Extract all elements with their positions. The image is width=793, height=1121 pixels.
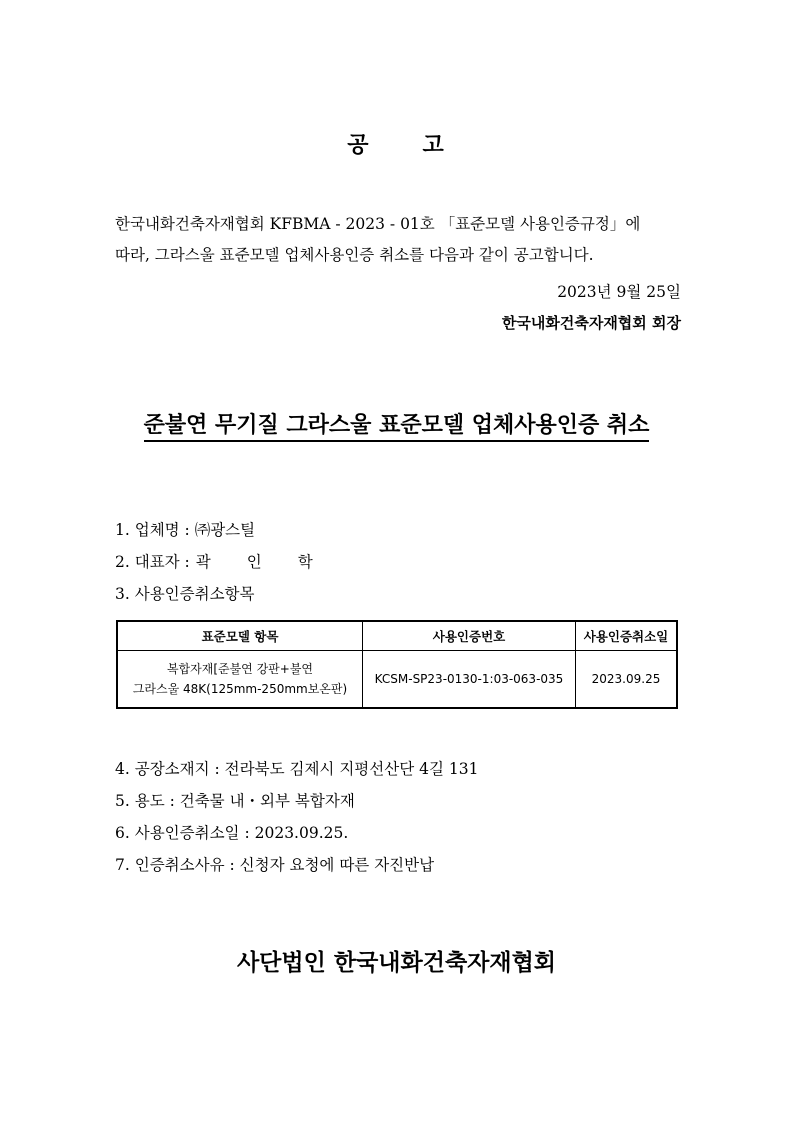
representative-name-char-1: 곽	[195, 553, 211, 571]
notice-subtitle	[0, 408, 793, 439]
item-factory-address: 4. 공장소재지 : 전라북도 김제시 지평선산단 4길 131	[115, 760, 479, 778]
table-cell-cert-no: KCSM-SP23-0130-1:03-063-035	[363, 651, 576, 709]
item-company-name: 1. 업체명 : ㈜광스틸	[115, 521, 256, 539]
table-header-cert-no: 사용인증번호	[363, 621, 576, 651]
notice-heading-char-1: 공	[347, 132, 371, 158]
item-representative-prefix: 2. 대표자 :	[115, 553, 190, 571]
table-cell-model	[117, 651, 363, 709]
representative-name-char-2: 인	[246, 553, 262, 571]
table-row	[117, 651, 677, 709]
model-line-1: 복합자재[준불연 강판+불연	[166, 662, 314, 676]
notice-signer: 한국내화건축자재협회 회장	[501, 314, 681, 332]
table-header-cancel-date: 사용인증취소일	[576, 621, 678, 651]
certification-table	[116, 620, 678, 709]
item-cancel-reason: 7. 인증취소사유 : 신청자 요청에 따른 자진반납	[115, 856, 435, 874]
item-usage: 5. 용도 : 건축물 내・외부 복합자재	[115, 792, 355, 810]
notice-heading-char-2: 고	[422, 132, 446, 158]
model-line-2: 그라스울 48K(125mm-250mm보온판)	[132, 682, 348, 696]
notice-date: 2023년 9월 25일	[557, 283, 681, 301]
item-cancel-target: 3. 사용인증취소항목	[115, 585, 255, 603]
issuer-name: 사단법인 한국내화건축자재협회	[236, 950, 557, 976]
representative-name-char-3: 학	[297, 553, 313, 571]
intro-line-2: 따라, 그라스울 표준모델 업체사용인증 취소를 다음과 같이 공고합니다.	[115, 246, 594, 264]
notice-heading	[0, 128, 793, 159]
table-header-model: 표준모델 항목	[117, 621, 363, 651]
item-cancel-date: 6. 사용인증취소일 : 2023.09.25.	[115, 824, 349, 842]
notice-subtitle-text: 준불연 무기질 그라스울 표준모델 업체사용인증 취소	[144, 413, 650, 442]
item-representative	[115, 550, 313, 572]
intro-line-1: 한국내화건축자재협회 KFBMA - 2023 - 01호 「표준모델 사용인증규정」에	[115, 215, 641, 233]
table-cell-cancel-date: 2023.09.25	[576, 651, 678, 709]
table-header-row	[117, 621, 677, 651]
